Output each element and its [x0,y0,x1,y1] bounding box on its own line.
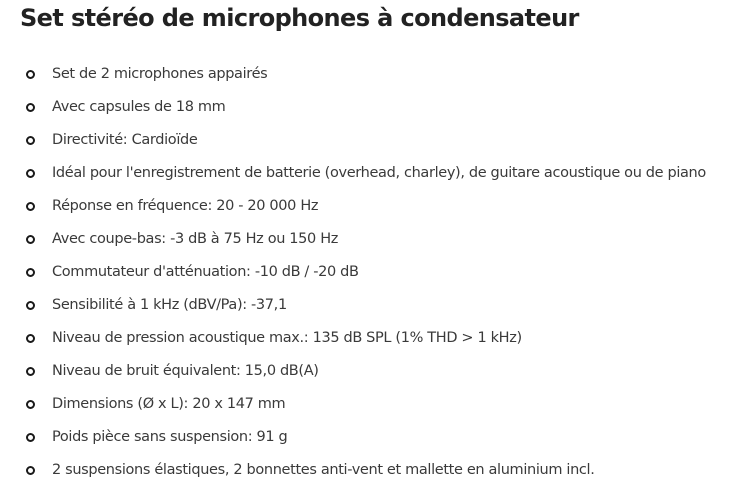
list-item-text: Dimensions (Ø x L): 20 x 147 mm [52,396,286,412]
bullet-icon [26,400,35,409]
list-item [0,322,747,355]
list-item-text: Idéal pour l'enregistrement de batterie (overhead, charley), de guitare acoustique ou de piano [52,165,706,181]
list-item-text: Niveau de bruit équivalent: 15,0 dB(A) [52,363,319,379]
bullet-icon [26,136,35,145]
bullet-icon [26,169,35,178]
list-item-text: 2 suspensions élastiques, 2 bonnettes anti-vent et mallette en aluminium incl. [52,462,595,478]
list-item-text: Réponse en fréquence: 20 - 20 000 Hz [52,198,319,214]
bullet-icon [26,334,35,343]
list-item-text: Avec capsules de 18 mm [52,99,226,115]
list-item [0,157,747,190]
bullet-icon [26,466,35,475]
bullet-icon [26,202,35,211]
list-item-text: Sensibilité à 1 kHz (dBV/Pa): -37,1 [52,297,287,313]
list-item [0,190,747,223]
feature-list [0,58,747,487]
list-item [0,421,747,454]
bullet-icon [26,268,35,277]
list-item [0,355,747,388]
bullet-icon [26,301,35,310]
bullet-icon [26,367,35,376]
list-item [0,388,747,421]
bullet-icon [26,235,35,244]
list-item-text: Niveau de pression acoustique max.: 135 dB SPL (1% THD > 1 kHz) [52,330,522,346]
list-item [0,289,747,322]
list-item-text: Directivité: Cardioïde [52,132,198,148]
list-item-text: Commutateur d'atténuation: -10 dB / -20 dB [52,264,359,280]
list-item [0,454,747,487]
bullet-icon [26,103,35,112]
list-item [0,223,747,256]
list-item [0,91,747,124]
list-item [0,256,747,289]
list-item [0,58,747,91]
list-item [0,124,747,157]
list-item-text: Set de 2 microphones appairés [52,66,268,82]
list-item-text: Poids pièce sans suspension: 91 g [52,429,288,445]
bullet-icon [26,70,35,79]
list-item-text: Avec coupe-bas: -3 dB à 75 Hz ou 150 Hz [52,231,339,247]
page-title: Set stéréo de microphones à condensateur [20,4,579,32]
bullet-icon [26,433,35,442]
